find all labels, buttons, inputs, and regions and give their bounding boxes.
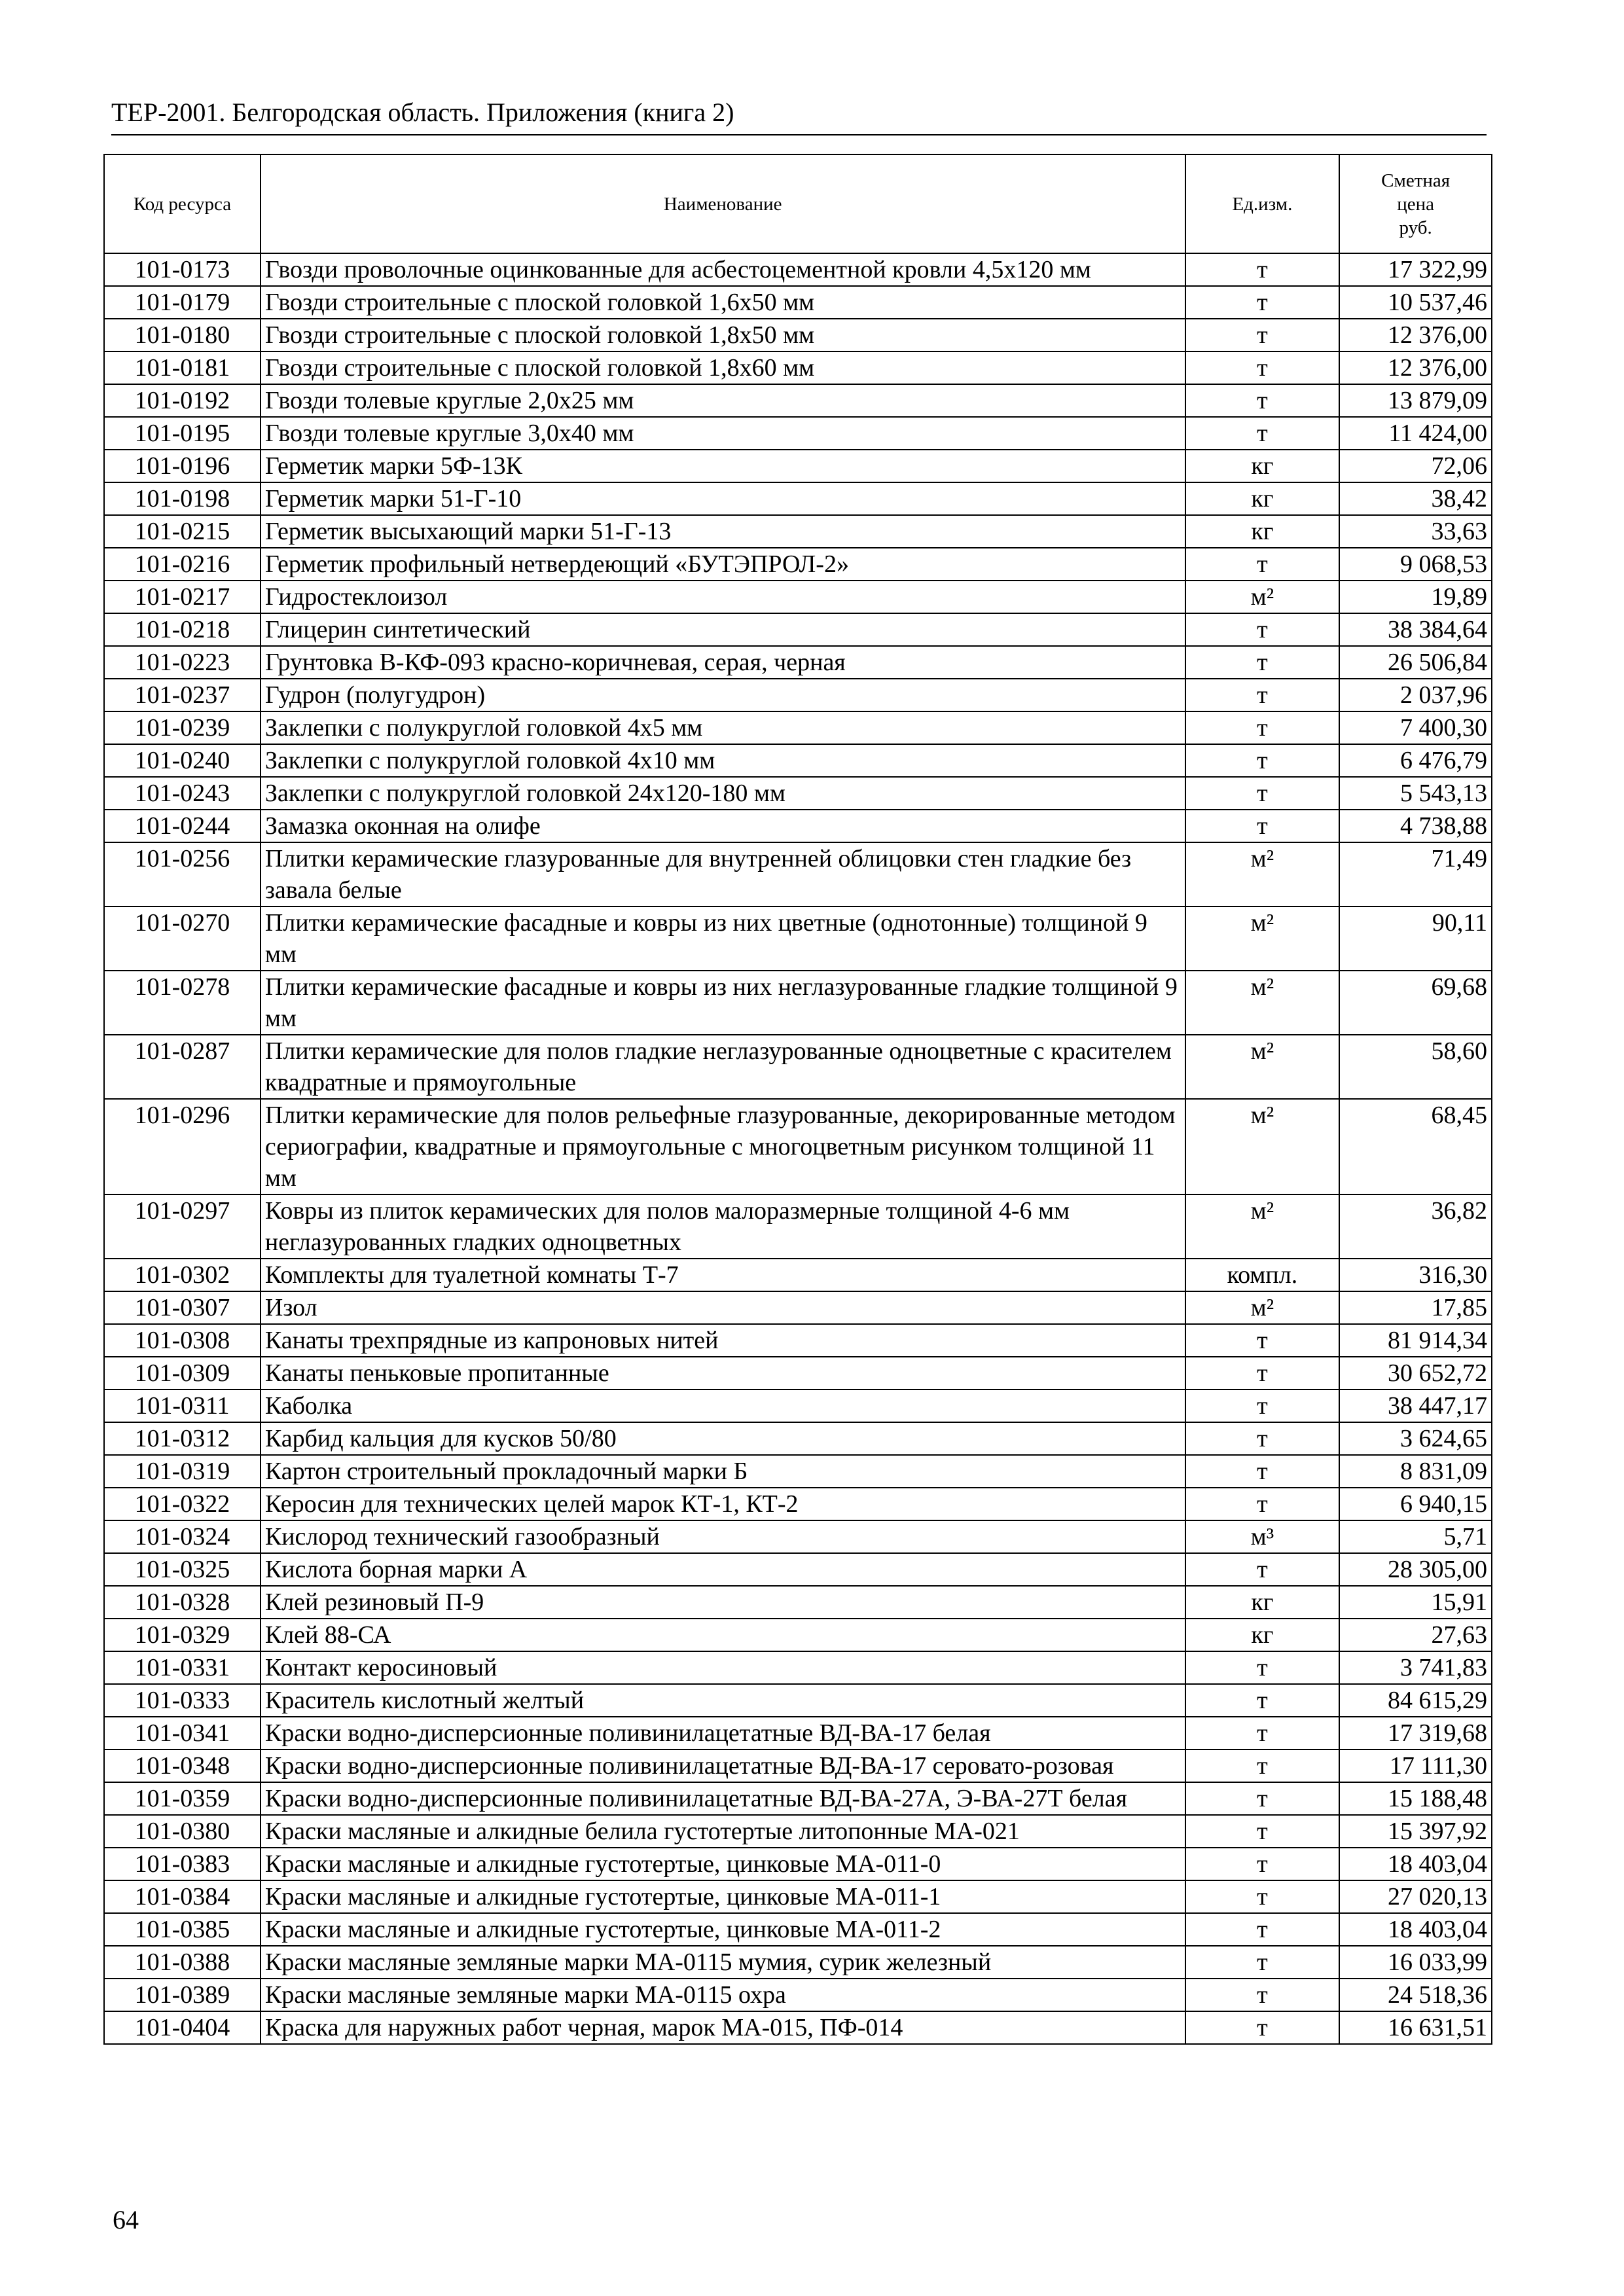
cell-price: 5 543,13 bbox=[1339, 777, 1492, 810]
cell-name: Клей 88-СА bbox=[261, 1619, 1185, 1651]
cell-name: Грунтовка В-КФ-093 красно-коричневая, серая, черная bbox=[261, 646, 1185, 679]
cell-price: 38 384,64 bbox=[1339, 613, 1492, 646]
table-row bbox=[104, 1455, 1492, 1488]
cell-unit: т bbox=[1185, 1979, 1340, 2011]
cell-name: Краски масляные и алкидные белила густотертые литопонные МА-021 bbox=[261, 1815, 1185, 1848]
cell-code: 101-0404 bbox=[104, 2011, 261, 2044]
cell-price: 38 447,17 bbox=[1339, 1390, 1492, 1422]
table-row bbox=[104, 777, 1492, 810]
cell-price: 71,49 bbox=[1339, 842, 1492, 906]
cell-code: 101-0244 bbox=[104, 810, 261, 842]
cell-price: 9 068,53 bbox=[1339, 548, 1492, 581]
cell-name: Герметик высыхающий марки 51-Г-13 bbox=[261, 515, 1185, 548]
page-header-title: ТЕР-2001. Белгородская область. Приложения (книга 2) bbox=[111, 98, 734, 127]
cell-unit: т bbox=[1185, 1455, 1340, 1488]
table-row bbox=[104, 971, 1492, 1035]
cell-code: 101-0180 bbox=[104, 319, 261, 351]
cell-unit: м² bbox=[1185, 1035, 1340, 1099]
cell-unit: т bbox=[1185, 1488, 1340, 1520]
cell-price: 11 424,00 bbox=[1339, 417, 1492, 450]
cell-name: Краски масляные и алкидные густотертые, цинковые МА-011-0 bbox=[261, 1848, 1185, 1880]
cell-unit: т bbox=[1185, 548, 1340, 581]
cell-unit: т bbox=[1185, 1390, 1340, 1422]
cell-code: 101-0307 bbox=[104, 1291, 261, 1324]
cell-code: 101-0331 bbox=[104, 1651, 261, 1684]
cell-code: 101-0179 bbox=[104, 286, 261, 319]
cell-unit: т bbox=[1185, 1946, 1340, 1979]
cell-code: 101-0256 bbox=[104, 842, 261, 906]
cell-name: Краски масляные и алкидные густотертые, цинковые МА-011-2 bbox=[261, 1913, 1185, 1946]
cell-code: 101-0218 bbox=[104, 613, 261, 646]
cell-unit: т bbox=[1185, 2011, 1340, 2044]
cell-price: 58,60 bbox=[1339, 1035, 1492, 1099]
cell-unit: т bbox=[1185, 646, 1340, 679]
cell-unit: кг bbox=[1185, 1586, 1340, 1619]
table-row bbox=[104, 482, 1492, 515]
cell-unit: т bbox=[1185, 1913, 1340, 1946]
cell-unit: т bbox=[1185, 1848, 1340, 1880]
cell-code: 101-0181 bbox=[104, 351, 261, 384]
table-row bbox=[104, 1619, 1492, 1651]
cell-price: 4 738,88 bbox=[1339, 810, 1492, 842]
cell-name: Заклепки с полукруглой головкой 4х5 мм bbox=[261, 711, 1185, 744]
cell-name: Краски масляные и алкидные густотертые, цинковые МА-011-1 bbox=[261, 1880, 1185, 1913]
table-row bbox=[104, 548, 1492, 581]
cell-name: Гидростеклоизол bbox=[261, 581, 1185, 613]
cell-price: 10 537,46 bbox=[1339, 286, 1492, 319]
cell-code: 101-0341 bbox=[104, 1717, 261, 1749]
cell-price: 19,89 bbox=[1339, 581, 1492, 613]
cell-code: 101-0308 bbox=[104, 1324, 261, 1357]
cell-code: 101-0297 bbox=[104, 1194, 261, 1259]
cell-name: Замазка оконная на олифе bbox=[261, 810, 1185, 842]
cell-price: 17 322,99 bbox=[1339, 253, 1492, 286]
cell-code: 101-0239 bbox=[104, 711, 261, 744]
column-header-price-line3: руб. bbox=[1399, 217, 1432, 238]
cell-price: 84 615,29 bbox=[1339, 1684, 1492, 1717]
cell-unit: т bbox=[1185, 1749, 1340, 1782]
cell-name: Гвозди толевые круглые 2,0х25 мм bbox=[261, 384, 1185, 417]
table-row bbox=[104, 711, 1492, 744]
table-row bbox=[104, 1357, 1492, 1390]
cell-name: Заклепки с полукруглой головкой 4х10 мм bbox=[261, 744, 1185, 777]
price-table bbox=[103, 154, 1492, 2045]
cell-unit: м² bbox=[1185, 971, 1340, 1035]
cell-code: 101-0385 bbox=[104, 1913, 261, 1946]
table-row bbox=[104, 1979, 1492, 2011]
cell-price: 6 476,79 bbox=[1339, 744, 1492, 777]
table-row bbox=[104, 1194, 1492, 1259]
cell-price: 81 914,34 bbox=[1339, 1324, 1492, 1357]
table-row bbox=[104, 744, 1492, 777]
cell-name: Кислород технический газообразный bbox=[261, 1520, 1185, 1553]
cell-code: 101-0329 bbox=[104, 1619, 261, 1651]
column-header-code: Код ресурса bbox=[104, 154, 261, 253]
cell-code: 101-0348 bbox=[104, 1749, 261, 1782]
cell-code: 101-0173 bbox=[104, 253, 261, 286]
header-divider bbox=[111, 134, 1487, 135]
cell-code: 101-0359 bbox=[104, 1782, 261, 1815]
cell-code: 101-0278 bbox=[104, 971, 261, 1035]
cell-unit: м² bbox=[1185, 906, 1340, 971]
cell-name: Краска для наружных работ черная, марок МА-015, ПФ-014 bbox=[261, 2011, 1185, 2044]
cell-code: 101-0383 bbox=[104, 1848, 261, 1880]
cell-price: 5,71 bbox=[1339, 1520, 1492, 1553]
cell-unit: т bbox=[1185, 1651, 1340, 1684]
table-row bbox=[104, 581, 1492, 613]
cell-price: 15 188,48 bbox=[1339, 1782, 1492, 1815]
cell-code: 101-0216 bbox=[104, 548, 261, 581]
cell-name: Ковры из плиток керамических для полов малоразмерные толщиной 4-6 мм неглазурованных гладких одноцветных bbox=[261, 1194, 1185, 1259]
cell-unit: т bbox=[1185, 810, 1340, 842]
cell-unit: т bbox=[1185, 679, 1340, 711]
cell-price: 90,11 bbox=[1339, 906, 1492, 971]
cell-name: Краски масляные земляные марки МА-0115 охра bbox=[261, 1979, 1185, 2011]
cell-unit: т bbox=[1185, 1717, 1340, 1749]
cell-name: Гвозди толевые круглые 3,0х40 мм bbox=[261, 417, 1185, 450]
column-header-price bbox=[1339, 154, 1492, 253]
cell-price: 16 033,99 bbox=[1339, 1946, 1492, 1979]
cell-unit: т bbox=[1185, 351, 1340, 384]
table-row bbox=[104, 1324, 1492, 1357]
cell-code: 101-0312 bbox=[104, 1422, 261, 1455]
cell-code: 101-0319 bbox=[104, 1455, 261, 1488]
table-row bbox=[104, 1651, 1492, 1684]
cell-price: 316,30 bbox=[1339, 1259, 1492, 1291]
cell-code: 101-0296 bbox=[104, 1099, 261, 1194]
column-header-price-line1: Сметная bbox=[1381, 170, 1451, 191]
cell-unit: кг bbox=[1185, 515, 1340, 548]
cell-code: 101-0309 bbox=[104, 1357, 261, 1390]
cell-price: 24 518,36 bbox=[1339, 1979, 1492, 2011]
cell-name: Гудрон (полугудрон) bbox=[261, 679, 1185, 711]
table-row bbox=[104, 1848, 1492, 1880]
cell-code: 101-0198 bbox=[104, 482, 261, 515]
cell-unit: т bbox=[1185, 253, 1340, 286]
cell-code: 101-0302 bbox=[104, 1259, 261, 1291]
cell-name: Керосин для технических целей марок КТ-1, КТ-2 bbox=[261, 1488, 1185, 1520]
cell-price: 17,85 bbox=[1339, 1291, 1492, 1324]
table-row bbox=[104, 417, 1492, 450]
cell-code: 101-0389 bbox=[104, 1979, 261, 2011]
cell-price: 26 506,84 bbox=[1339, 646, 1492, 679]
cell-code: 101-0223 bbox=[104, 646, 261, 679]
cell-price: 12 376,00 bbox=[1339, 319, 1492, 351]
cell-price: 6 940,15 bbox=[1339, 1488, 1492, 1520]
cell-price: 16 631,51 bbox=[1339, 2011, 1492, 2044]
cell-unit: т bbox=[1185, 1553, 1340, 1586]
cell-name: Плитки керамические глазурованные для внутренней облицовки стен гладкие без завала белые bbox=[261, 842, 1185, 906]
cell-name: Плитки керамические для полов гладкие неглазурованные одноцветные с красителем квадратные и прямоугольные bbox=[261, 1035, 1185, 1099]
cell-unit: т bbox=[1185, 1324, 1340, 1357]
cell-name: Гвозди проволочные оцинкованные для асбестоцементной кровли 4,5х120 мм bbox=[261, 253, 1185, 286]
cell-unit: т bbox=[1185, 417, 1340, 450]
table-row bbox=[104, 1099, 1492, 1194]
cell-name: Герметик марки 51-Г-10 bbox=[261, 482, 1185, 515]
cell-unit: м² bbox=[1185, 1291, 1340, 1324]
cell-code: 101-0270 bbox=[104, 906, 261, 971]
table-row bbox=[104, 646, 1492, 679]
cell-price: 15,91 bbox=[1339, 1586, 1492, 1619]
cell-name: Канаты пеньковые пропитанные bbox=[261, 1357, 1185, 1390]
table-row bbox=[104, 1422, 1492, 1455]
cell-unit: м² bbox=[1185, 1194, 1340, 1259]
cell-code: 101-0195 bbox=[104, 417, 261, 450]
cell-code: 101-0384 bbox=[104, 1880, 261, 1913]
cell-price: 30 652,72 bbox=[1339, 1357, 1492, 1390]
table-row bbox=[104, 253, 1492, 286]
cell-name: Гвозди строительные с плоской головкой 1,8х50 мм bbox=[261, 319, 1185, 351]
cell-name: Плитки керамические фасадные и ковры из них неглазурованные гладкие толщиной 9 мм bbox=[261, 971, 1185, 1035]
cell-code: 101-0217 bbox=[104, 581, 261, 613]
cell-name: Краски водно-дисперсионные поливинилацетатные ВД-ВА-17 серовато-розовая bbox=[261, 1749, 1185, 1782]
table-row bbox=[104, 515, 1492, 548]
cell-price: 69,68 bbox=[1339, 971, 1492, 1035]
cell-price: 18 403,04 bbox=[1339, 1913, 1492, 1946]
page-number: 64 bbox=[113, 2205, 139, 2234]
cell-price: 3 624,65 bbox=[1339, 1422, 1492, 1455]
cell-price: 13 879,09 bbox=[1339, 384, 1492, 417]
cell-code: 101-0287 bbox=[104, 1035, 261, 1099]
cell-price: 38,42 bbox=[1339, 482, 1492, 515]
cell-price: 12 376,00 bbox=[1339, 351, 1492, 384]
cell-code: 101-0237 bbox=[104, 679, 261, 711]
table-row bbox=[104, 1259, 1492, 1291]
cell-name: Контакт керосиновый bbox=[261, 1651, 1185, 1684]
table-row bbox=[104, 906, 1492, 971]
cell-name: Карбид кальция для кусков 50/80 bbox=[261, 1422, 1185, 1455]
table-row bbox=[104, 1880, 1492, 1913]
cell-unit: м² bbox=[1185, 1099, 1340, 1194]
cell-price: 17 111,30 bbox=[1339, 1749, 1492, 1782]
cell-name: Краски масляные земляные марки МА-0115 мумия, сурик железный bbox=[261, 1946, 1185, 1979]
cell-name: Гвозди строительные с плоской головкой 1,6х50 мм bbox=[261, 286, 1185, 319]
cell-name: Кислота борная марки А bbox=[261, 1553, 1185, 1586]
cell-unit: кг bbox=[1185, 482, 1340, 515]
cell-code: 101-0243 bbox=[104, 777, 261, 810]
table-row bbox=[104, 2011, 1492, 2044]
cell-code: 101-0388 bbox=[104, 1946, 261, 1979]
cell-unit: т bbox=[1185, 613, 1340, 646]
cell-unit: кг bbox=[1185, 1619, 1340, 1651]
cell-name: Плитки керамические фасадные и ковры из них цветные (однотонные) толщиной 9 мм bbox=[261, 906, 1185, 971]
table-row bbox=[104, 1488, 1492, 1520]
cell-name: Герметик марки 5Ф-13К bbox=[261, 450, 1185, 482]
cell-code: 101-0240 bbox=[104, 744, 261, 777]
cell-price: 18 403,04 bbox=[1339, 1848, 1492, 1880]
cell-unit: кг bbox=[1185, 450, 1340, 482]
cell-unit: т bbox=[1185, 1422, 1340, 1455]
cell-unit: т bbox=[1185, 711, 1340, 744]
table-row bbox=[104, 450, 1492, 482]
cell-price: 36,82 bbox=[1339, 1194, 1492, 1259]
cell-name: Каболка bbox=[261, 1390, 1185, 1422]
table-row bbox=[104, 319, 1492, 351]
table-row bbox=[104, 1684, 1492, 1717]
table-row bbox=[104, 1390, 1492, 1422]
table-row bbox=[104, 286, 1492, 319]
cell-name: Гвозди строительные с плоской головкой 1,8х60 мм bbox=[261, 351, 1185, 384]
table-row bbox=[104, 1717, 1492, 1749]
cell-name: Картон строительный прокладочный марки Б bbox=[261, 1455, 1185, 1488]
table-header-row bbox=[104, 154, 1492, 253]
cell-price: 7 400,30 bbox=[1339, 711, 1492, 744]
table-row bbox=[104, 1913, 1492, 1946]
cell-price: 27 020,13 bbox=[1339, 1880, 1492, 1913]
cell-code: 101-0325 bbox=[104, 1553, 261, 1586]
cell-name: Плитки керамические для полов рельефные глазурованные, декорированные методом сериографии, квадратные и прямоугольные с многоцветным рисунком толщиной 11 мм bbox=[261, 1099, 1185, 1194]
cell-unit: т bbox=[1185, 1684, 1340, 1717]
cell-unit: т bbox=[1185, 744, 1340, 777]
cell-code: 101-0215 bbox=[104, 515, 261, 548]
cell-unit: компл. bbox=[1185, 1259, 1340, 1291]
cell-price: 3 741,83 bbox=[1339, 1651, 1492, 1684]
cell-code: 101-0322 bbox=[104, 1488, 261, 1520]
cell-unit: т bbox=[1185, 1880, 1340, 1913]
cell-name: Комплекты для туалетной комнаты Т-7 bbox=[261, 1259, 1185, 1291]
cell-price: 2 037,96 bbox=[1339, 679, 1492, 711]
cell-name: Краски водно-дисперсионные поливинилацетатные ВД-ВА-27А, Э-ВА-27Т белая bbox=[261, 1782, 1185, 1815]
cell-unit: т bbox=[1185, 1782, 1340, 1815]
table-row bbox=[104, 1815, 1492, 1848]
table-row bbox=[104, 384, 1492, 417]
cell-name: Краски водно-дисперсионные поливинилацетатные ВД-ВА-17 белая bbox=[261, 1717, 1185, 1749]
cell-code: 101-0328 bbox=[104, 1586, 261, 1619]
cell-unit: т bbox=[1185, 384, 1340, 417]
table-row bbox=[104, 613, 1492, 646]
table-row bbox=[104, 1035, 1492, 1099]
cell-price: 17 319,68 bbox=[1339, 1717, 1492, 1749]
cell-name: Заклепки с полукруглой головкой 24х120-180 мм bbox=[261, 777, 1185, 810]
table-row bbox=[104, 1946, 1492, 1979]
cell-code: 101-0380 bbox=[104, 1815, 261, 1848]
cell-code: 101-0196 bbox=[104, 450, 261, 482]
column-header-price-line2: цена bbox=[1397, 193, 1435, 215]
table-row bbox=[104, 810, 1492, 842]
cell-name: Изол bbox=[261, 1291, 1185, 1324]
cell-name: Краситель кислотный желтый bbox=[261, 1684, 1185, 1717]
cell-unit: т bbox=[1185, 1815, 1340, 1848]
table-row bbox=[104, 679, 1492, 711]
cell-price: 8 831,09 bbox=[1339, 1455, 1492, 1488]
cell-name: Герметик профильный нетвердеющий «БУТЭПРОЛ-2» bbox=[261, 548, 1185, 581]
cell-code: 101-0333 bbox=[104, 1684, 261, 1717]
cell-code: 101-0192 bbox=[104, 384, 261, 417]
table-row bbox=[104, 1291, 1492, 1324]
cell-unit: т bbox=[1185, 1357, 1340, 1390]
cell-price: 68,45 bbox=[1339, 1099, 1492, 1194]
cell-name: Глицерин синтетический bbox=[261, 613, 1185, 646]
cell-name: Клей резиновый П-9 bbox=[261, 1586, 1185, 1619]
cell-price: 33,63 bbox=[1339, 515, 1492, 548]
cell-unit: м³ bbox=[1185, 1520, 1340, 1553]
cell-unit: м² bbox=[1185, 581, 1340, 613]
cell-price: 27,63 bbox=[1339, 1619, 1492, 1651]
table-row bbox=[104, 1520, 1492, 1553]
cell-price: 28 305,00 bbox=[1339, 1553, 1492, 1586]
column-header-unit: Ед.изм. bbox=[1185, 154, 1340, 253]
cell-code: 101-0311 bbox=[104, 1390, 261, 1422]
table-row bbox=[104, 1586, 1492, 1619]
cell-price: 72,06 bbox=[1339, 450, 1492, 482]
table-row bbox=[104, 1782, 1492, 1815]
table-row bbox=[104, 842, 1492, 906]
cell-price: 15 397,92 bbox=[1339, 1815, 1492, 1848]
cell-name: Канаты трехпрядные из капроновых нитей bbox=[261, 1324, 1185, 1357]
table-row bbox=[104, 351, 1492, 384]
cell-unit: т bbox=[1185, 777, 1340, 810]
table-row bbox=[104, 1553, 1492, 1586]
cell-unit: т bbox=[1185, 319, 1340, 351]
column-header-name: Наименование bbox=[261, 154, 1185, 253]
table-row bbox=[104, 1749, 1492, 1782]
cell-unit: т bbox=[1185, 286, 1340, 319]
cell-code: 101-0324 bbox=[104, 1520, 261, 1553]
cell-unit: м² bbox=[1185, 842, 1340, 906]
